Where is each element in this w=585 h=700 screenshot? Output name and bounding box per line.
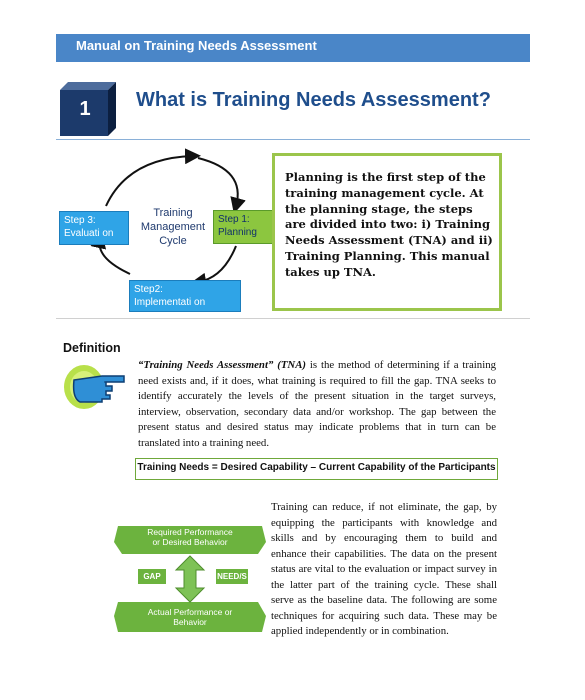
training-reduce-paragraph: Training can reduce, if not eliminate, the gap, by equipping the participants with knowledge and skills and by encouraging them to build and enhance their capabilities. The data on the present status are vital to the evaluation or impact survey in the latter part of the training cycle. These shall serve as the baseline data. The following are some techniques for acquiring such data. These may be applied independently or in combination. <box>271 501 497 637</box>
formula-text: Training Needs = Desired Capability – Current Capability of the Participants <box>137 462 496 473</box>
section-divider <box>56 318 530 319</box>
page-title: What is Training Needs Assessment? <box>136 89 491 111</box>
title-divider <box>56 139 530 140</box>
definition-heading: Definition <box>63 341 121 355</box>
double-arrow-shape <box>176 556 204 602</box>
gap-label: GAP <box>138 569 166 584</box>
pointing-hand-icon <box>62 362 130 412</box>
planning-callout-box <box>272 153 502 311</box>
definition-text: is the method of determining if a training need exists and, if it does, what training is required to fill the gap. TNA seeks to identify accurately the levels of the present situation in the target surveys, interview, observation, secondary data and/or workshop. The gap between the present status and desired status may indicate problems that in turn can be translated into a training need. <box>138 359 496 449</box>
definition-body <box>138 358 496 451</box>
needs-label: NEED/S <box>216 569 248 584</box>
step-2-implementation: Step2: Implementati on <box>129 280 241 312</box>
definition-term: “Training Needs Assessment” (TNA) <box>138 359 307 371</box>
actual-performance-label: Actual Performance or Behavior <box>147 607 233 627</box>
planning-callout-text: Planning is the first step of the training management cycle. At the planning stage, the steps are divided into two: i) Training Needs Assessment (TNA) and ii) Training Planning. This manual takes up TNA. <box>285 170 493 279</box>
cycle-center-label: Training Management Cycle <box>140 207 206 247</box>
required-performance-label: Required Performance or Desired Behavior <box>147 527 233 547</box>
step-1-planning: Step 1: Planning <box>213 210 273 244</box>
section-number-box <box>60 82 112 132</box>
formula-box <box>135 458 498 480</box>
header-title: Manual on Training Needs Assessment <box>76 38 317 53</box>
step-3-evaluation: Step 3: Evaluati on <box>59 211 129 245</box>
section-number: 1 <box>79 98 91 120</box>
header-bar <box>56 34 530 62</box>
